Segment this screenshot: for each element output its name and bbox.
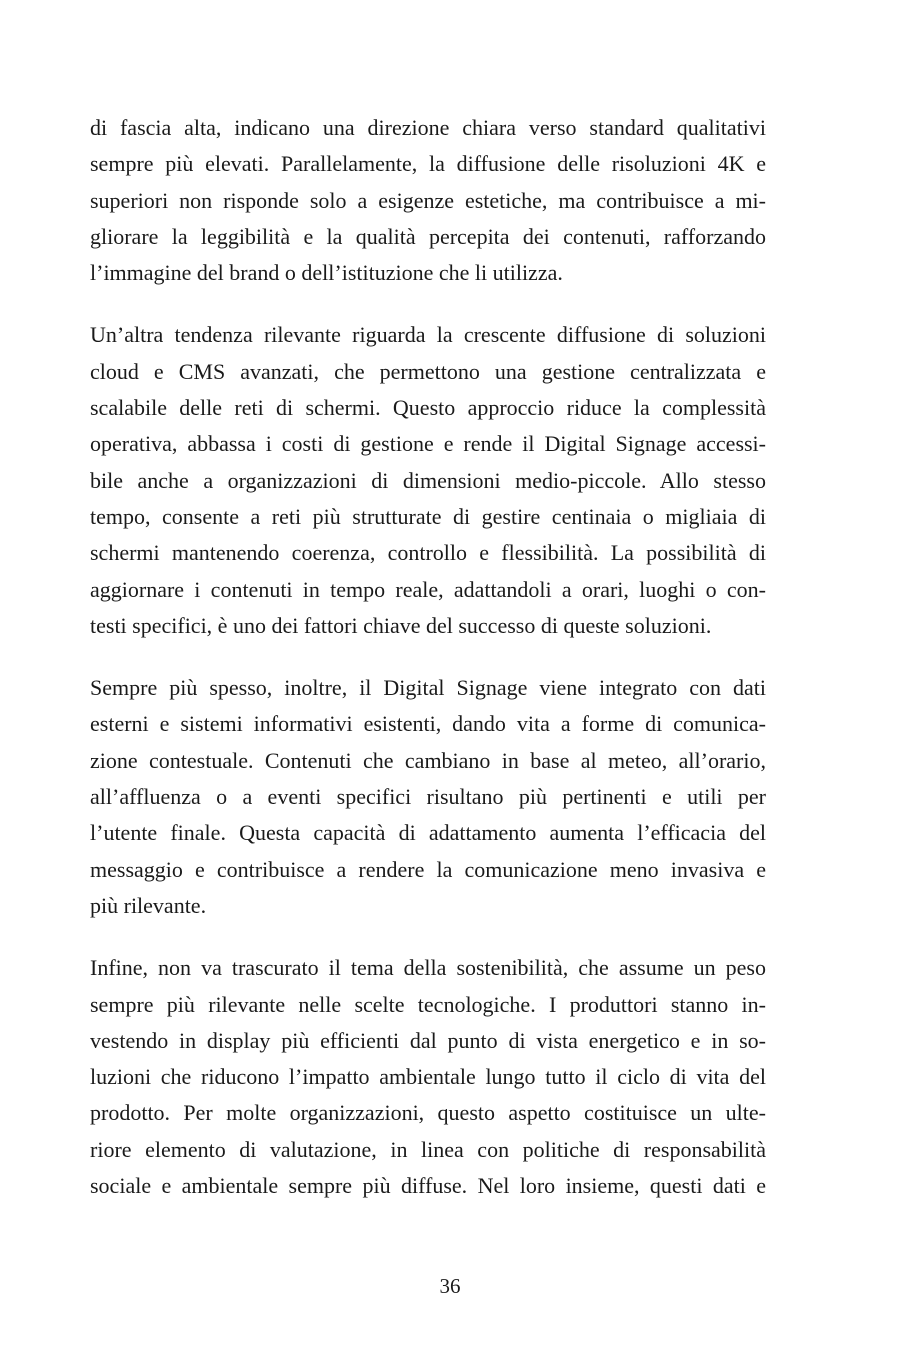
text-line: tempo, consente a reti più strutturate di gestire centinaia o migliaia di xyxy=(90,503,766,529)
text-line: testi specifici, è uno dei fattori chiave del successo di queste soluzioni. xyxy=(90,612,712,638)
text-line: l’utente finale. Questa capacità di adattamento aumenta l’efficacia del xyxy=(90,820,766,846)
paragraph-3 xyxy=(90,670,766,924)
text-line: all’affluenza o a eventi specifici risultano più pertinenti e utili per xyxy=(90,784,766,810)
text-line: vestendo in display più efficienti dal punto di vista energetico e in so- xyxy=(90,1027,766,1053)
text-line: luzioni che riducono l’impatto ambientale lungo tutto il ciclo di vita del xyxy=(90,1064,766,1090)
text-line: aggiornare i contenuti in tempo reale, adattandoli a orari, luoghi o con- xyxy=(90,576,766,602)
text-line: bile anche a organizzazioni di dimensioni medio-piccole. Allo stesso xyxy=(90,467,766,493)
text-line: zione contestuale. Contenuti che cambiano in base al meteo, all’orario, xyxy=(90,747,766,773)
text-line: esterni e sistemi informativi esistenti, dando vita a forme di comunica- xyxy=(90,711,766,737)
text-line: superiori non risponde solo a esigenze estetiche, ma contribuisce a mi- xyxy=(90,187,766,213)
page-number: 36 xyxy=(439,1274,461,1298)
text-line: Un’altra tendenza rilevante riguarda la crescente diffusione di soluzioni xyxy=(90,322,766,348)
text-line: sociale e ambientale sempre più diffuse. Nel loro insieme, questi dati e xyxy=(90,1173,766,1199)
text-line: cloud e CMS avanzati, che permettono una gestione centralizzata e xyxy=(90,358,766,384)
text-line: Infine, non va trascurato il tema della sostenibilità, che assume un peso xyxy=(90,955,766,981)
text-line: gliorare la leggibilità e la qualità percepita dei contenuti, rafforzando xyxy=(90,223,766,249)
body-text xyxy=(90,110,766,1230)
paragraph-4 xyxy=(90,950,766,1204)
text-line: riore elemento di valutazione, in linea con politiche di responsabilità xyxy=(90,1136,766,1162)
text-line: sempre più rilevante nelle scelte tecnologiche. I produttori stanno in- xyxy=(90,991,766,1017)
text-line: prodotto. Per molte organizzazioni, questo aspetto costituisce un ulte- xyxy=(90,1100,766,1126)
text-line: messaggio e contribuisce a rendere la comunicazione meno invasiva e xyxy=(90,856,766,882)
text-line: di fascia alta, indicano una direzione chiara verso standard qualitativi xyxy=(90,115,766,140)
text-line: più rilevante. xyxy=(90,892,207,918)
text-line: l’immagine del brand o dell’istituzione che li utilizza. xyxy=(90,260,563,286)
paragraph-2 xyxy=(90,317,766,644)
paragraph-1 xyxy=(90,110,766,291)
text-line: operativa, abbassa i costi di gestione e rende il Digital Signage accessi- xyxy=(90,431,766,457)
text-line: schermi mantenendo coerenza, controllo e flessibilità. La possibilità di xyxy=(90,540,766,566)
text-line: scalabile delle reti di schermi. Questo approccio riduce la complessità xyxy=(90,395,766,421)
text-line: Sempre più spesso, inoltre, il Digital Signage viene integrato con dati xyxy=(90,675,766,701)
text-line: sempre più elevati. Parallelamente, la diffusione delle risoluzioni 4K e xyxy=(90,151,766,177)
